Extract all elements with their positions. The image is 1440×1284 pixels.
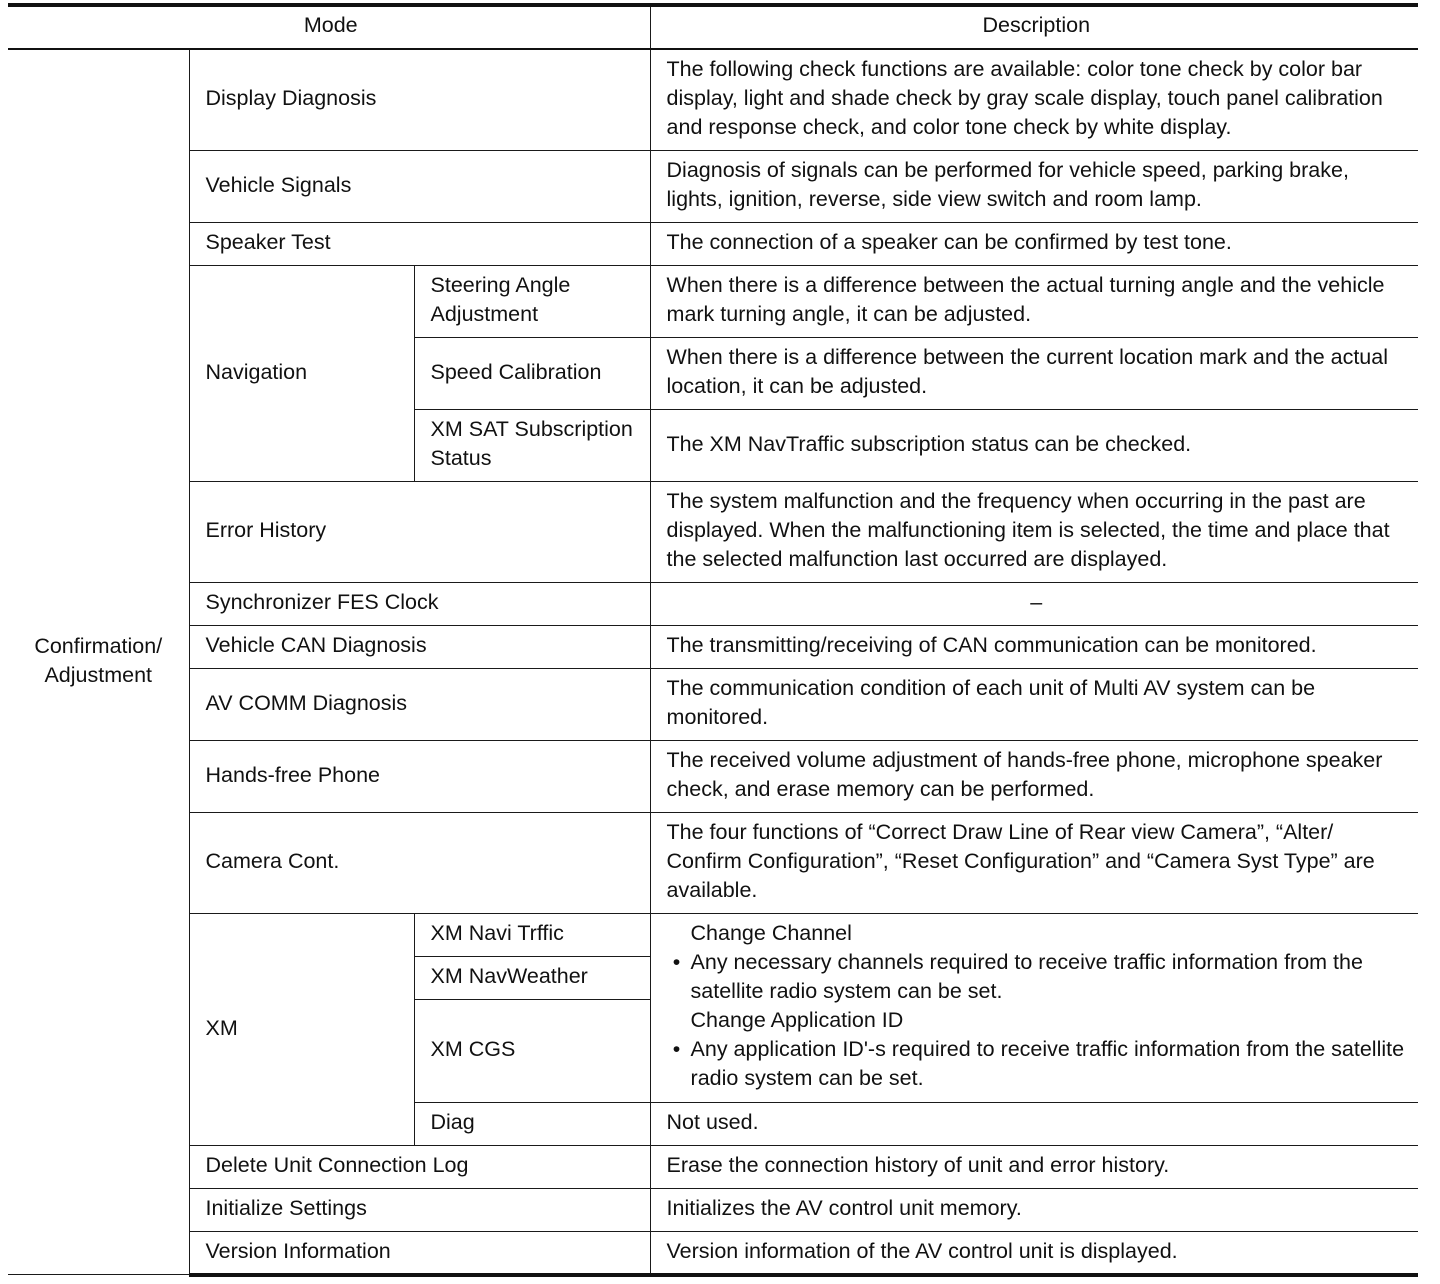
sub-xm-diag: Diag bbox=[414, 1102, 650, 1145]
desc-display-diagnosis: The following check functions are available: color tone check by color bar display, light and shade check by gray scale display, touch panel calibration and response check, and color tone check by white display. bbox=[650, 49, 1418, 150]
mode-error-history: Error History bbox=[189, 481, 650, 582]
desc-av-comm-diagnosis: The communication condition of each unit of Multi AV system can be monitored. bbox=[650, 668, 1418, 740]
sub-steering-angle-adjustment: Steering Angle Adjustment bbox=[414, 265, 650, 337]
desc-synchronizer-fes-clock: – bbox=[650, 582, 1418, 625]
desc-xm-channels bbox=[650, 913, 1418, 1102]
group-confirmation-adjustment bbox=[8, 49, 189, 1275]
mode-vehicle-signals: Vehicle Signals bbox=[189, 150, 650, 222]
sub-xm-navi-traffic: XM Navi Trffic bbox=[414, 913, 650, 956]
header-description: Description bbox=[650, 5, 1418, 49]
table-row bbox=[8, 481, 1418, 582]
desc-xm-sat-subscription-status: The XM NavTraffic subscription status can be checked. bbox=[650, 409, 1418, 481]
group-label-line2: Adjustment bbox=[44, 663, 153, 687]
table-row bbox=[8, 1188, 1418, 1231]
group-label-line1: Confirmation/ bbox=[34, 634, 163, 658]
mode-vehicle-can-diagnosis: Vehicle CAN Diagnosis bbox=[189, 625, 650, 668]
bullet-icon: • bbox=[672, 1036, 681, 1061]
mode-description-table bbox=[8, 3, 1418, 1277]
mode-initialize-settings: Initialize Settings bbox=[189, 1188, 650, 1231]
mode-delete-unit-connection-log: Delete Unit Connection Log bbox=[189, 1145, 650, 1188]
xm-heading-change-application-id: Change Application ID bbox=[690, 1007, 904, 1032]
table-row bbox=[8, 265, 1418, 337]
desc-xm-diag: Not used. bbox=[650, 1102, 1418, 1145]
sub-speed-calibration: Speed Calibration bbox=[414, 337, 650, 409]
desc-camera-cont: The four functions of “Correct Draw Line of Rear view Camera”, “Alter/ Confirm Configuration”, “Reset Configuration” and “Camera Syst Type” are available. bbox=[650, 812, 1418, 913]
desc-vehicle-signals: Diagnosis of signals can be performed for vehicle speed, parking brake, lights, ignition, reverse, side view switch and room lamp. bbox=[650, 150, 1418, 222]
table-row bbox=[8, 625, 1418, 668]
mode-display-diagnosis: Display Diagnosis bbox=[189, 49, 650, 150]
table-row bbox=[8, 582, 1418, 625]
table-row bbox=[8, 1231, 1418, 1275]
header-mode: Mode bbox=[8, 5, 650, 49]
table-row bbox=[8, 913, 1418, 956]
xm-bullet-application-id: • Any application ID'-s required to receive traffic information from the satellite radio system can be set. bbox=[667, 1035, 1407, 1093]
desc-vehicle-can-diagnosis: The transmitting/receiving of CAN communication can be monitored. bbox=[650, 625, 1418, 668]
desc-speed-calibration: When there is a difference between the current location mark and the actual location, it can be adjusted. bbox=[650, 337, 1418, 409]
desc-hands-free-phone: The received volume adjustment of hands-free phone, microphone speaker check, and erase memory can be performed. bbox=[650, 740, 1418, 812]
desc-speaker-test: The connection of a speaker can be confirmed by test tone. bbox=[650, 222, 1418, 265]
desc-delete-unit-connection-log: Erase the connection history of unit and error history. bbox=[650, 1145, 1418, 1188]
mode-camera-cont: Camera Cont. bbox=[189, 812, 650, 913]
mode-av-comm-diagnosis: AV COMM Diagnosis bbox=[189, 668, 650, 740]
table-row bbox=[8, 49, 1418, 150]
mode-description-document bbox=[8, 3, 1418, 1277]
mode-synchronizer-fes-clock: Synchronizer FES Clock bbox=[189, 582, 650, 625]
xm-bullet-channels: • Any necessary channels required to receive traffic information from the satellite radio system can be set. bbox=[667, 948, 1407, 1006]
xm-heading-change-channel: Change Channel bbox=[690, 920, 852, 945]
table-row bbox=[8, 1145, 1418, 1188]
xm-description-list bbox=[667, 919, 1407, 1093]
desc-error-history: The system malfunction and the frequency when occurring in the past are displayed. When the malfunctioning item is selected, the time and place that the selected malfunction last occurred are displayed. bbox=[650, 481, 1418, 582]
mode-hands-free-phone: Hands-free Phone bbox=[189, 740, 650, 812]
table-row bbox=[8, 150, 1418, 222]
table-row bbox=[8, 812, 1418, 913]
desc-initialize-settings: Initializes the AV control unit memory. bbox=[650, 1188, 1418, 1231]
desc-version-information: Version information of the AV control unit is displayed. bbox=[650, 1231, 1418, 1275]
bullet-icon: • bbox=[672, 949, 681, 974]
mode-xm: XM bbox=[189, 913, 414, 1145]
mode-navigation: Navigation bbox=[189, 265, 414, 481]
sub-xm-sat-subscription-status: XM SAT Subscription Status bbox=[414, 409, 650, 481]
table-row bbox=[8, 668, 1418, 740]
sub-xm-navweather: XM NavWeather bbox=[414, 956, 650, 999]
mode-version-information: Version Information bbox=[189, 1231, 650, 1275]
sub-xm-cgs: XM CGS bbox=[414, 999, 650, 1102]
desc-steering-angle-adjustment: When there is a difference between the actual turning angle and the vehicle mark turning angle, it can be adjusted. bbox=[650, 265, 1418, 337]
table-row bbox=[8, 740, 1418, 812]
mode-speaker-test: Speaker Test bbox=[189, 222, 650, 265]
table-header-row bbox=[8, 5, 1418, 49]
table-row bbox=[8, 222, 1418, 265]
